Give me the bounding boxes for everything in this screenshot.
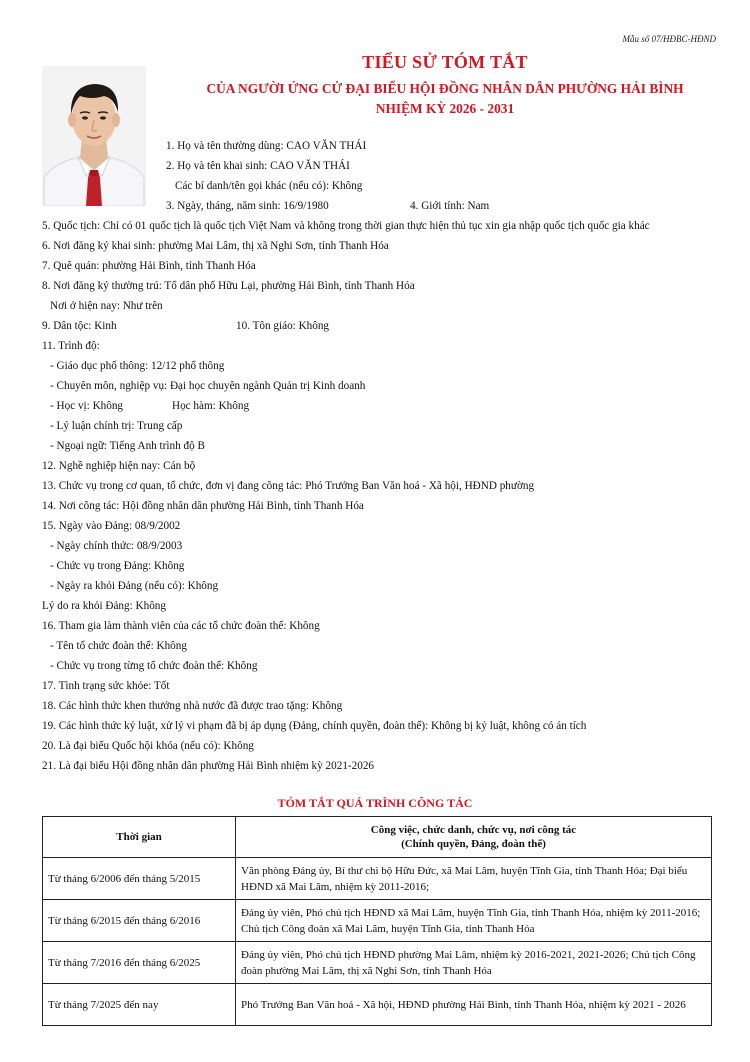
document-title: TIỂU SỬ TÓM TẮT bbox=[362, 52, 528, 72]
field-occupation: 12. Nghề nghiệp hiện nay: Cán bộ bbox=[42, 460, 196, 472]
field-workplace: 14. Nơi công tác: Hội đồng nhân dân phường Hải Bình, tỉnh Thanh Hóa bbox=[42, 500, 364, 512]
table-row bbox=[43, 942, 712, 984]
row-period: Từ tháng 6/2006 đến tháng 5/2015 bbox=[43, 858, 236, 900]
table-row bbox=[43, 984, 712, 1026]
row-description: Đảng ủy viên, Phó chủ tịch HĐND phường Mai Lâm, nhiệm kỳ 2016-2021, 2021-2026; Chủ tịch Công đoàn phường Mai Lâm, thị xã Nghi Sơn, tỉnh Thanh Hóa bbox=[236, 942, 712, 984]
field-party-official-date: - Ngày chính thức: 08/9/2003 bbox=[50, 540, 183, 552]
field-aliases: Các bí danh/tên gọi khác (nếu có): Không bbox=[175, 180, 363, 192]
document-subtitle bbox=[160, 79, 730, 119]
field-health: 17. Tình trạng sức khỏe: Tốt bbox=[42, 680, 170, 692]
row-description: Đảng ủy viên, Phó chủ tịch HĐND xã Mai Lâm, huyện Tĩnh Gia, tỉnh Thanh Hóa, nhiệm kỳ 2011-2016; Chủ tịch Công đoàn xã Mai Lâm, huyện Tĩnh Gia, tỉnh Thanh Hóa bbox=[236, 900, 712, 942]
field-foreign-language: - Ngoại ngữ: Tiếng Anh trình độ B bbox=[50, 440, 205, 452]
field-organizations: 16. Tham gia làm thành viên của các tổ chức đoàn thể: Không bbox=[42, 620, 320, 632]
field-date-of-birth: 3. Ngày, tháng, năm sinh: 16/9/1980 bbox=[166, 200, 329, 212]
field-permanent-residence: 8. Nơi đăng ký thường trú: Tổ dân phố Hữu Lại, phường Hải Bình, tỉnh Thanh Hóa bbox=[42, 280, 415, 292]
form-code: Mẫu số 07/HĐBC-HĐND bbox=[622, 34, 716, 44]
field-birth-name: 2. Họ và tên khai sinh: CAO VĂN THÁI bbox=[166, 160, 350, 172]
field-organization-name: - Tên tổ chức đoàn thể: Không bbox=[50, 640, 187, 652]
field-common-name: 1. Họ và tên thường dùng: CAO VĂN THÁI bbox=[166, 140, 367, 152]
field-disciplinary: 19. Các hình thức kỷ luật, xử lý vi phạm đã bị áp dụng (Đảng, chính quyền, đoàn thể): Không bị kỷ luật, không có án tích bbox=[42, 720, 587, 732]
row-description: Văn phòng Đảng ủy, Bí thư chi bộ Hữu Đức, xã Mai Lâm, huyện Tĩnh Gia, tỉnh Thanh Hóa; Đại biểu HĐND xã Mai Lâm, nhiệm kỳ 2011-2016; bbox=[236, 858, 712, 900]
field-degree: - Học vị: Không bbox=[50, 400, 124, 412]
field-religion: 10. Tôn giáo: Không bbox=[236, 320, 330, 332]
header-description-line-1: Công việc, chức danh, chức vụ, nơi công tác bbox=[370, 824, 577, 836]
subtitle-line-1: CỦA NGƯỜI ỨNG CỬ ĐẠI BIỂU HỘI ĐỒNG NHÂN DÂN PHƯỜNG HẢI BÌNH bbox=[206, 81, 684, 96]
field-academic-title: Học hàm: Không bbox=[172, 400, 250, 412]
field-national-assembly: 20. Là đại biểu Quốc hội khóa (nếu có): Không bbox=[42, 740, 254, 752]
table-header-row bbox=[43, 817, 712, 858]
table-row bbox=[43, 900, 712, 942]
field-position: 13. Chức vụ trong cơ quan, tổ chức, đơn vị đang công tác: Phó Trưởng Ban Văn hoá - Xã hội, HĐND phường bbox=[42, 480, 535, 492]
subtitle-line-2: NHIỆM KỲ 2026 - 2031 bbox=[375, 101, 515, 116]
field-party-leave-reason: Lý do ra khỏi Đảng: Không bbox=[42, 600, 166, 612]
header-description bbox=[236, 817, 712, 858]
field-education-heading: 11. Trình độ: bbox=[42, 340, 100, 352]
field-ethnicity: 9. Dân tộc: Kinh bbox=[42, 320, 117, 332]
field-political-theory: - Lý luận chính trị: Trung cấp bbox=[50, 420, 183, 432]
field-party-leave-date: - Ngày ra khỏi Đảng (nếu có): Không bbox=[50, 580, 219, 592]
field-hometown: 7. Quê quán: phường Hải Bình, tỉnh Thanh Hóa bbox=[42, 260, 256, 272]
field-specialization: - Chuyên môn, nghiệp vụ: Đại học chuyên ngành Quản trị Kinh doanh bbox=[50, 380, 366, 392]
field-nationality: 5. Quốc tịch: Chỉ có 01 quốc tịch là quốc tịch Việt Nam và không trong thời gian thực hiện thủ tục xin gia nhập quốc tịch quốc gia khác bbox=[42, 220, 650, 232]
work-history-title: TÓM TẮT QUÁ TRÌNH CÔNG TÁC bbox=[277, 796, 473, 810]
header-period: Thời gian bbox=[43, 817, 236, 858]
field-gender: 4. Giới tính: Nam bbox=[410, 200, 490, 212]
field-awards: 18. Các hình thức khen thưởng nhà nước đã được trao tặng: Không bbox=[42, 700, 343, 712]
header-description-line-2: (Chính quyền, Đảng, đoàn thể) bbox=[401, 838, 546, 850]
row-period: Từ tháng 7/2025 đến nay bbox=[43, 984, 236, 1026]
field-council-delegate: 21. Là đại biểu Hội đồng nhân dân phường Hải Bình nhiệm kỳ 2021-2026 bbox=[42, 760, 375, 772]
field-birth-registration: 6. Nơi đăng ký khai sinh: phường Mai Lâm, thị xã Nghi Sơn, tỉnh Thanh Hóa bbox=[42, 240, 389, 252]
field-current-residence: Nơi ở hiện nay: Như trên bbox=[50, 300, 163, 312]
field-general-education: - Giáo dục phổ thông: 12/12 phổ thông bbox=[50, 360, 225, 372]
row-description: Phó Trưởng Ban Văn hoá - Xã hội, HĐND phường Hải Bình, tỉnh Thanh Hóa, nhiệm kỳ 2021 - 2026 bbox=[236, 984, 712, 1026]
work-history-table bbox=[42, 816, 712, 1026]
row-period: Từ tháng 6/2015 đến tháng 6/2016 bbox=[43, 900, 236, 942]
title-block bbox=[160, 52, 730, 119]
row-period: Từ tháng 7/2016 đến tháng 6/2025 bbox=[43, 942, 236, 984]
table-row bbox=[43, 858, 712, 900]
field-organization-position: - Chức vụ trong từng tổ chức đoàn thể: Không bbox=[50, 660, 258, 672]
field-party-join-date: 15. Ngày vào Đảng: 08/9/2002 bbox=[42, 520, 181, 532]
field-party-position: - Chức vụ trong Đảng: Không bbox=[50, 560, 185, 572]
candidate-photo bbox=[42, 66, 146, 206]
